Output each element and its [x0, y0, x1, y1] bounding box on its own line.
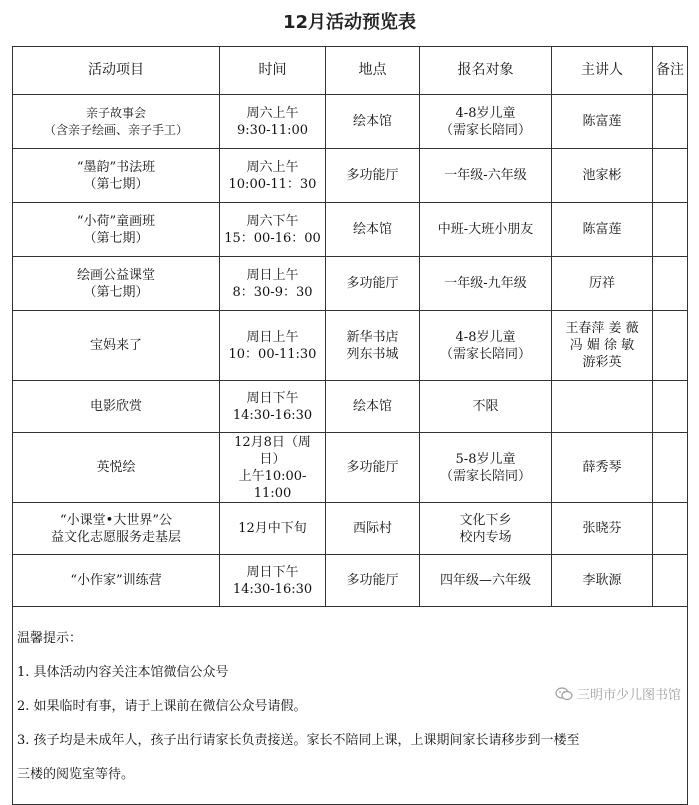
cell-place: 西际村	[326, 503, 420, 555]
header-row	[13, 47, 688, 95]
cell-time: 12月8日（周日） 上午10:00- 11:00	[220, 433, 326, 503]
cell-activity: “墨韵”书法班 （第七期）	[13, 149, 220, 203]
cell-speaker: 厉祥	[552, 257, 653, 311]
tips-box	[13, 607, 688, 805]
cell-place: 绘本馆	[326, 381, 420, 433]
tip-line-3: 3. 孩子均是未成年人，孩子出行请家长负责接送。家长不陪同上课，上课期间家长请移步到一楼至	[17, 733, 580, 748]
cell-activity: “小课堂•大世界”公 益文化志愿服务走基层	[13, 503, 220, 555]
cell-place: 多功能厅	[326, 257, 420, 311]
watermark	[555, 684, 681, 703]
cell-activity: 绘画公益课堂 （第七期）	[13, 257, 220, 311]
cell-time: 周六上午 10:00-11：30	[220, 149, 326, 203]
cell-audience: 四年级—六年级	[420, 555, 552, 607]
tips-row	[13, 607, 688, 805]
cell-activity: 亲子故事会 （含亲子绘画、亲子手工）	[13, 95, 220, 149]
cell-time: 周日上午 10：00-11:30	[220, 311, 326, 381]
tip-line-4: 三楼的阅览室等待。	[17, 767, 135, 782]
cell-note	[653, 381, 688, 433]
cell-speaker: 薛秀琴	[552, 433, 653, 503]
header-note: 备注	[653, 47, 688, 95]
header-time: 时间	[220, 47, 326, 95]
page-title: 12月活动预览表	[282, 12, 417, 33]
cell-audience: 4-8岁儿童 （需家长陪同）	[420, 311, 552, 381]
tips-heading: 温馨提示：	[17, 631, 83, 646]
cell-place: 绘本馆	[326, 95, 420, 149]
cell-speaker: 王春萍 姜 薇 冯 媚 徐 敏 游彩英	[552, 311, 653, 381]
header-activity: 活动项目	[13, 47, 220, 95]
cell-audience: 5-8岁儿童 （需家长陪同）	[420, 433, 552, 503]
tip-line-2: 2. 如果临时有事，请于上课前在微信公众号请假。	[17, 699, 307, 714]
cell-audience: 中班-大班小朋友	[420, 203, 552, 257]
cell-note	[653, 203, 688, 257]
cell-activity: “小作家”训练营	[13, 555, 220, 607]
cell-activity: “小荷”童画班 （第七期）	[13, 203, 220, 257]
cell-place: 新华书店 列东书城	[326, 311, 420, 381]
cell-note	[653, 311, 688, 381]
cell-audience: 一年级-九年级	[420, 257, 552, 311]
cell-note	[653, 149, 688, 203]
cell-note	[653, 503, 688, 555]
cell-place: 绘本馆	[326, 203, 420, 257]
table-row	[13, 95, 688, 149]
cell-speaker: 陈富莲	[552, 203, 653, 257]
cell-activity: 宝妈来了	[13, 311, 220, 381]
cell-place: 多功能厅	[326, 555, 420, 607]
cell-note	[653, 433, 688, 503]
header-speaker: 主讲人	[552, 47, 653, 95]
cell-audience: 4-8岁儿童 （需家长陪同）	[420, 95, 552, 149]
cell-audience: 不限	[420, 381, 552, 433]
table-row	[13, 257, 688, 311]
header-place: 地点	[326, 47, 420, 95]
table-row	[13, 503, 688, 555]
cell-time: 周日上午 8：30-9：30	[220, 257, 326, 311]
cell-activity: 英悦绘	[13, 433, 220, 503]
cell-speaker: 张晓芬	[552, 503, 653, 555]
watermark-text: 三明市少儿图书馆	[576, 688, 681, 703]
cell-place: 多功能厅	[326, 149, 420, 203]
header-audience: 报名对象	[420, 47, 552, 95]
cell-time: 周六下午 15：00-16：00	[220, 203, 326, 257]
cell-activity: 电影欣赏	[13, 381, 220, 433]
cell-speaker	[552, 381, 653, 433]
cell-time: 周日下午 14:30-16:30	[220, 381, 326, 433]
table-row	[13, 433, 688, 503]
cell-audience: 文化下乡 校内专场	[420, 503, 552, 555]
tip-line-1: 1. 具体活动内容关注本馆微信公众号	[17, 665, 229, 680]
cell-audience: 一年级-六年级	[420, 149, 552, 203]
cell-speaker: 李耿源	[552, 555, 653, 607]
table-row	[13, 555, 688, 607]
cell-speaker: 池家彬	[552, 149, 653, 203]
cell-speaker: 陈富莲	[552, 95, 653, 149]
table-row	[13, 149, 688, 203]
cell-time: 12月中下旬	[220, 503, 326, 555]
table-row	[13, 203, 688, 257]
wechat-icon	[555, 687, 573, 701]
cell-time: 周日下午 14:30-16:30	[220, 555, 326, 607]
cell-note	[653, 257, 688, 311]
cell-place: 多功能厅	[326, 433, 420, 503]
cell-note	[653, 95, 688, 149]
table-row	[13, 381, 688, 433]
cell-time: 周六上午 9:30-11:00	[220, 95, 326, 149]
table-row	[13, 311, 688, 381]
cell-note	[653, 555, 688, 607]
